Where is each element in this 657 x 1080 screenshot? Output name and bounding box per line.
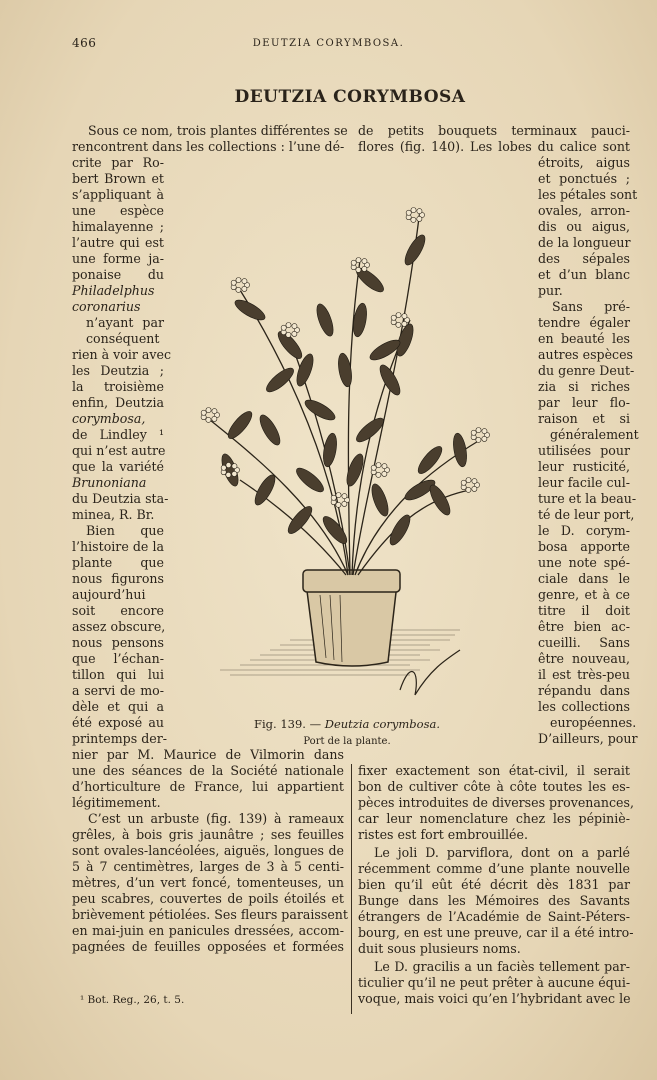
text-line: dis ou aigus,: [538, 219, 630, 234]
text-line: tendre égaler: [538, 315, 630, 330]
text-line: Brunoniana: [72, 475, 147, 490]
figure-subcaption: Port de la plante.: [303, 736, 391, 747]
text-line: bosa apporte: [538, 539, 630, 554]
text-line: leur facile cul-: [538, 475, 630, 490]
flower: [231, 280, 236, 285]
text-line: les Deutzia ;: [72, 363, 164, 378]
flower: [466, 487, 471, 492]
plant-illustration: [170, 170, 500, 705]
text-line: bon de cultiver côte à côte toutes les es-: [358, 779, 630, 794]
flower: [356, 267, 361, 272]
text-line: Le joli D. parviflora, dont on a parlé: [374, 845, 630, 860]
leaf: [284, 503, 315, 537]
text-line: il est très-peu: [538, 667, 630, 682]
flower: [286, 323, 291, 328]
flower: [406, 210, 411, 215]
text-line: enfin, Deutzia: [72, 395, 164, 410]
leaf: [314, 302, 337, 338]
flower: [472, 486, 477, 491]
flower: [461, 480, 466, 485]
text-line: l’histoire de la: [72, 539, 164, 554]
flower: [376, 472, 381, 477]
flower: [382, 464, 387, 469]
leaf: [426, 482, 453, 517]
text-line: soit encore: [72, 603, 164, 618]
text-line: Philadelphus: [72, 283, 155, 298]
pot: [303, 570, 400, 666]
text-line: sont ovales-lancéolées, aiguës, longues de: [72, 843, 344, 858]
text-line: que la variété: [72, 459, 164, 474]
text-line: dèle et qui a: [72, 699, 164, 714]
column-rule: [351, 764, 352, 1014]
text-line: de petits bouquets terminaux pauci-: [358, 123, 630, 138]
leaf: [401, 232, 428, 267]
leaf: [232, 296, 267, 323]
text-line: de la longueur: [538, 235, 631, 250]
flower: [476, 428, 481, 433]
text-line: européennes.: [550, 715, 637, 730]
text-line: les pétales sont: [538, 187, 638, 202]
flower: [396, 322, 401, 327]
text-line: du Deutzia sta-: [72, 491, 169, 506]
text-line: Bunge dans les Mémoires des Savants: [358, 893, 630, 908]
text-line: le D. corym-: [538, 523, 630, 538]
flower: [226, 472, 231, 477]
text-line: mètres, d’un vert foncé, tomenteuses, un: [72, 875, 344, 890]
text-line: étroits, aigus: [538, 155, 630, 170]
text-line: zia si riches: [538, 379, 630, 394]
text-line: ponaise du: [72, 267, 164, 282]
text-line: Sous ce nom, trois plantes différentes se: [88, 123, 348, 138]
text-line: peu scabres, couvertes de poils étoilés et: [72, 891, 344, 906]
text-line: plante que: [72, 555, 164, 570]
text-line: et d’un blanc: [538, 267, 630, 282]
flower: [472, 479, 477, 484]
text-line: une forme ja-: [72, 251, 164, 266]
text-line: himalayenne ;: [72, 219, 164, 234]
flower: [476, 437, 481, 442]
text-line: ciale dans le: [538, 571, 630, 586]
text-line: minea, R. Br.: [72, 507, 155, 522]
flower: [331, 495, 336, 500]
flower: [242, 286, 247, 291]
text-line: ristes est fort embrouillée.: [358, 827, 528, 842]
flower: [292, 324, 297, 329]
flower: [212, 409, 217, 414]
text-line: aujourd’hui: [72, 587, 146, 602]
text-line: raison et si: [538, 411, 630, 426]
text-line: être nouveau,: [538, 651, 630, 666]
text-line: une espèce: [72, 203, 164, 218]
text-line: C’est un arbuste (fig. 139) à rameaux: [88, 811, 344, 826]
flower: [232, 471, 237, 476]
article-title: DEUTZIA CORYMBOSA: [234, 87, 466, 107]
flower: [411, 217, 416, 222]
text-line: une des séances de la Société nationale: [72, 763, 344, 778]
text-line: par leur flo-: [538, 395, 630, 410]
flower: [336, 502, 341, 507]
text-line: titre il doit: [538, 603, 630, 618]
leaf: [369, 482, 392, 518]
text-line: l’autre qui est: [72, 235, 164, 250]
text-line: la troisième: [72, 379, 164, 394]
leaf: [302, 396, 337, 423]
page-number: 466: [72, 36, 97, 50]
text-line: nous pensons: [72, 635, 164, 650]
text-line: brièvement pétiolées. Ses fleurs paraissent: [72, 907, 348, 922]
text-line: répandu dans: [538, 683, 630, 698]
text-line: les collections: [538, 699, 630, 714]
text-line: Le D. gracilis a un faciès tellement par-: [374, 959, 630, 974]
flower: [466, 478, 471, 483]
flower: [201, 410, 206, 415]
text-line: coronarius: [72, 299, 141, 314]
flower: [362, 259, 367, 264]
text-line: rien à voir avec: [72, 347, 172, 362]
flower: [342, 494, 347, 499]
text-line: printemps der-: [72, 731, 167, 746]
flower: [402, 314, 407, 319]
text-line: 5 à 7 centimètres, larges de 3 à 5 centi-: [72, 859, 344, 874]
flower: [411, 208, 416, 213]
text-line: car leur nomenclature chez les pépiniè-: [358, 811, 630, 826]
flower: [336, 493, 341, 498]
flower: [417, 216, 422, 221]
text-line: s’appliquant à: [72, 187, 164, 202]
flower: [342, 501, 347, 506]
flower: [242, 279, 247, 284]
text-line: qui n’est autre: [72, 443, 166, 458]
text-line: leur rusticité,: [538, 459, 630, 474]
text-line: Bien que: [86, 523, 164, 538]
footnote: ¹ Bot. Reg., 26, t. 5.: [80, 994, 185, 1006]
leaf: [321, 432, 339, 468]
leaf: [451, 432, 469, 468]
text-line: pèces introduites de diverses provenances,: [358, 795, 634, 810]
text-line: bourg, en est une preuve, car il a été intro-: [358, 925, 634, 940]
flower: [212, 416, 217, 421]
text-line: utilisées pour: [538, 443, 630, 458]
text-line: pagnées de feuilles opposées et formées: [72, 939, 344, 954]
leaf: [263, 364, 297, 395]
leaf: [351, 302, 369, 338]
text-line: crite par Ro-: [72, 155, 164, 170]
text-line: que l’échan-: [72, 651, 164, 666]
text-line: ovales, arron-: [538, 203, 630, 218]
flower: [362, 266, 367, 271]
flower: [371, 465, 376, 470]
flower: [396, 313, 401, 318]
leaf: [224, 408, 255, 442]
text-line: ticulier qu’il ne peut prêter à aucune équi-: [358, 975, 631, 990]
flower: [236, 278, 241, 283]
text-line: bert Brown et: [72, 171, 164, 186]
text-line: rencontrent dans les collections : l’une dé-: [72, 139, 345, 154]
text-line: a servi de mo-: [72, 683, 164, 698]
text-line: n’ayant par: [86, 315, 164, 330]
flower: [482, 436, 487, 441]
text-line: flores (fig. 140). Les lobes du calice sont: [358, 139, 630, 154]
text-line: genre, et à ce: [538, 587, 630, 602]
text-line: assez obscure,: [72, 619, 166, 634]
flower: [236, 287, 241, 292]
running-head: DEUTZIA CORYMBOSA.: [252, 38, 405, 49]
text-line: d’horticulture de France, lui appartient: [72, 779, 344, 794]
figure-caption: [232, 717, 462, 731]
text-line: et ponctués ;: [538, 171, 630, 186]
flower: [292, 331, 297, 336]
leaf: [414, 443, 445, 477]
leaf: [319, 513, 350, 547]
leaf: [256, 412, 283, 447]
flower: [226, 463, 231, 468]
flower: [471, 430, 476, 435]
text-line: duit sous plusieurs noms.: [358, 941, 521, 956]
leaf: [386, 512, 413, 547]
text-line: autres espèces: [538, 347, 634, 362]
flower: [232, 464, 237, 469]
text-line: légitimement.: [72, 795, 161, 810]
text-line: une note spé-: [538, 555, 630, 570]
flower: [221, 465, 226, 470]
caption-species: Deutzia corymbosa.: [324, 717, 440, 731]
text-line: voque, mais voici qu’en l’hybridant avec le: [358, 991, 631, 1006]
flower: [382, 471, 387, 476]
text-line: nier par M. Maurice de Vilmorin dans: [72, 747, 344, 762]
flower: [376, 463, 381, 468]
flower: [206, 408, 211, 413]
text-line: en beauté les: [538, 331, 630, 346]
flower: [482, 429, 487, 434]
text-line: Sans pré-: [552, 299, 630, 314]
flower: [351, 260, 356, 265]
text-line: té de leur port,: [538, 507, 635, 522]
text-line: fixer exactement son état-civil, il serait: [358, 763, 630, 778]
text-line: en mai-juin en panicules dressées, accom-: [72, 923, 344, 938]
flower: [281, 325, 286, 330]
text-line: été exposé au: [72, 715, 164, 730]
text-line: conséquent: [86, 331, 160, 346]
flower: [286, 332, 291, 337]
leaf: [293, 464, 327, 495]
text-line: D’ailleurs, pour: [538, 731, 638, 746]
text-line: corymbosa,: [72, 411, 146, 426]
text-line: être bien ac-: [538, 619, 630, 634]
text-line: tillon qui lui: [72, 667, 164, 682]
text-line: des sépales: [538, 251, 630, 266]
flower: [356, 258, 361, 263]
text-line: cueilli. Sans: [538, 635, 630, 650]
text-line: récemment comme d’une plante nouvelle: [358, 861, 630, 876]
caption-prefix: Fig. 139. —: [253, 717, 325, 731]
text-line: ture et la beau-: [538, 491, 637, 506]
flower: [402, 321, 407, 326]
text-line: nous figurons: [72, 571, 164, 586]
text-line: grêles, à bois gris jaunâtre ; ses feuilles: [72, 827, 344, 842]
flower: [417, 209, 422, 214]
text-line: du genre Deut-: [538, 363, 635, 378]
flower: [206, 417, 211, 422]
text-line: bien qu’il eût été décrit dès 1831 par: [358, 877, 630, 892]
text-line: pur.: [538, 283, 563, 298]
text-line: de Lindley ¹: [72, 427, 164, 442]
text-line: étrangers de l’Académie de Saint-Péters-: [358, 909, 630, 924]
text-line: généralement: [550, 427, 639, 442]
flower: [391, 315, 396, 320]
